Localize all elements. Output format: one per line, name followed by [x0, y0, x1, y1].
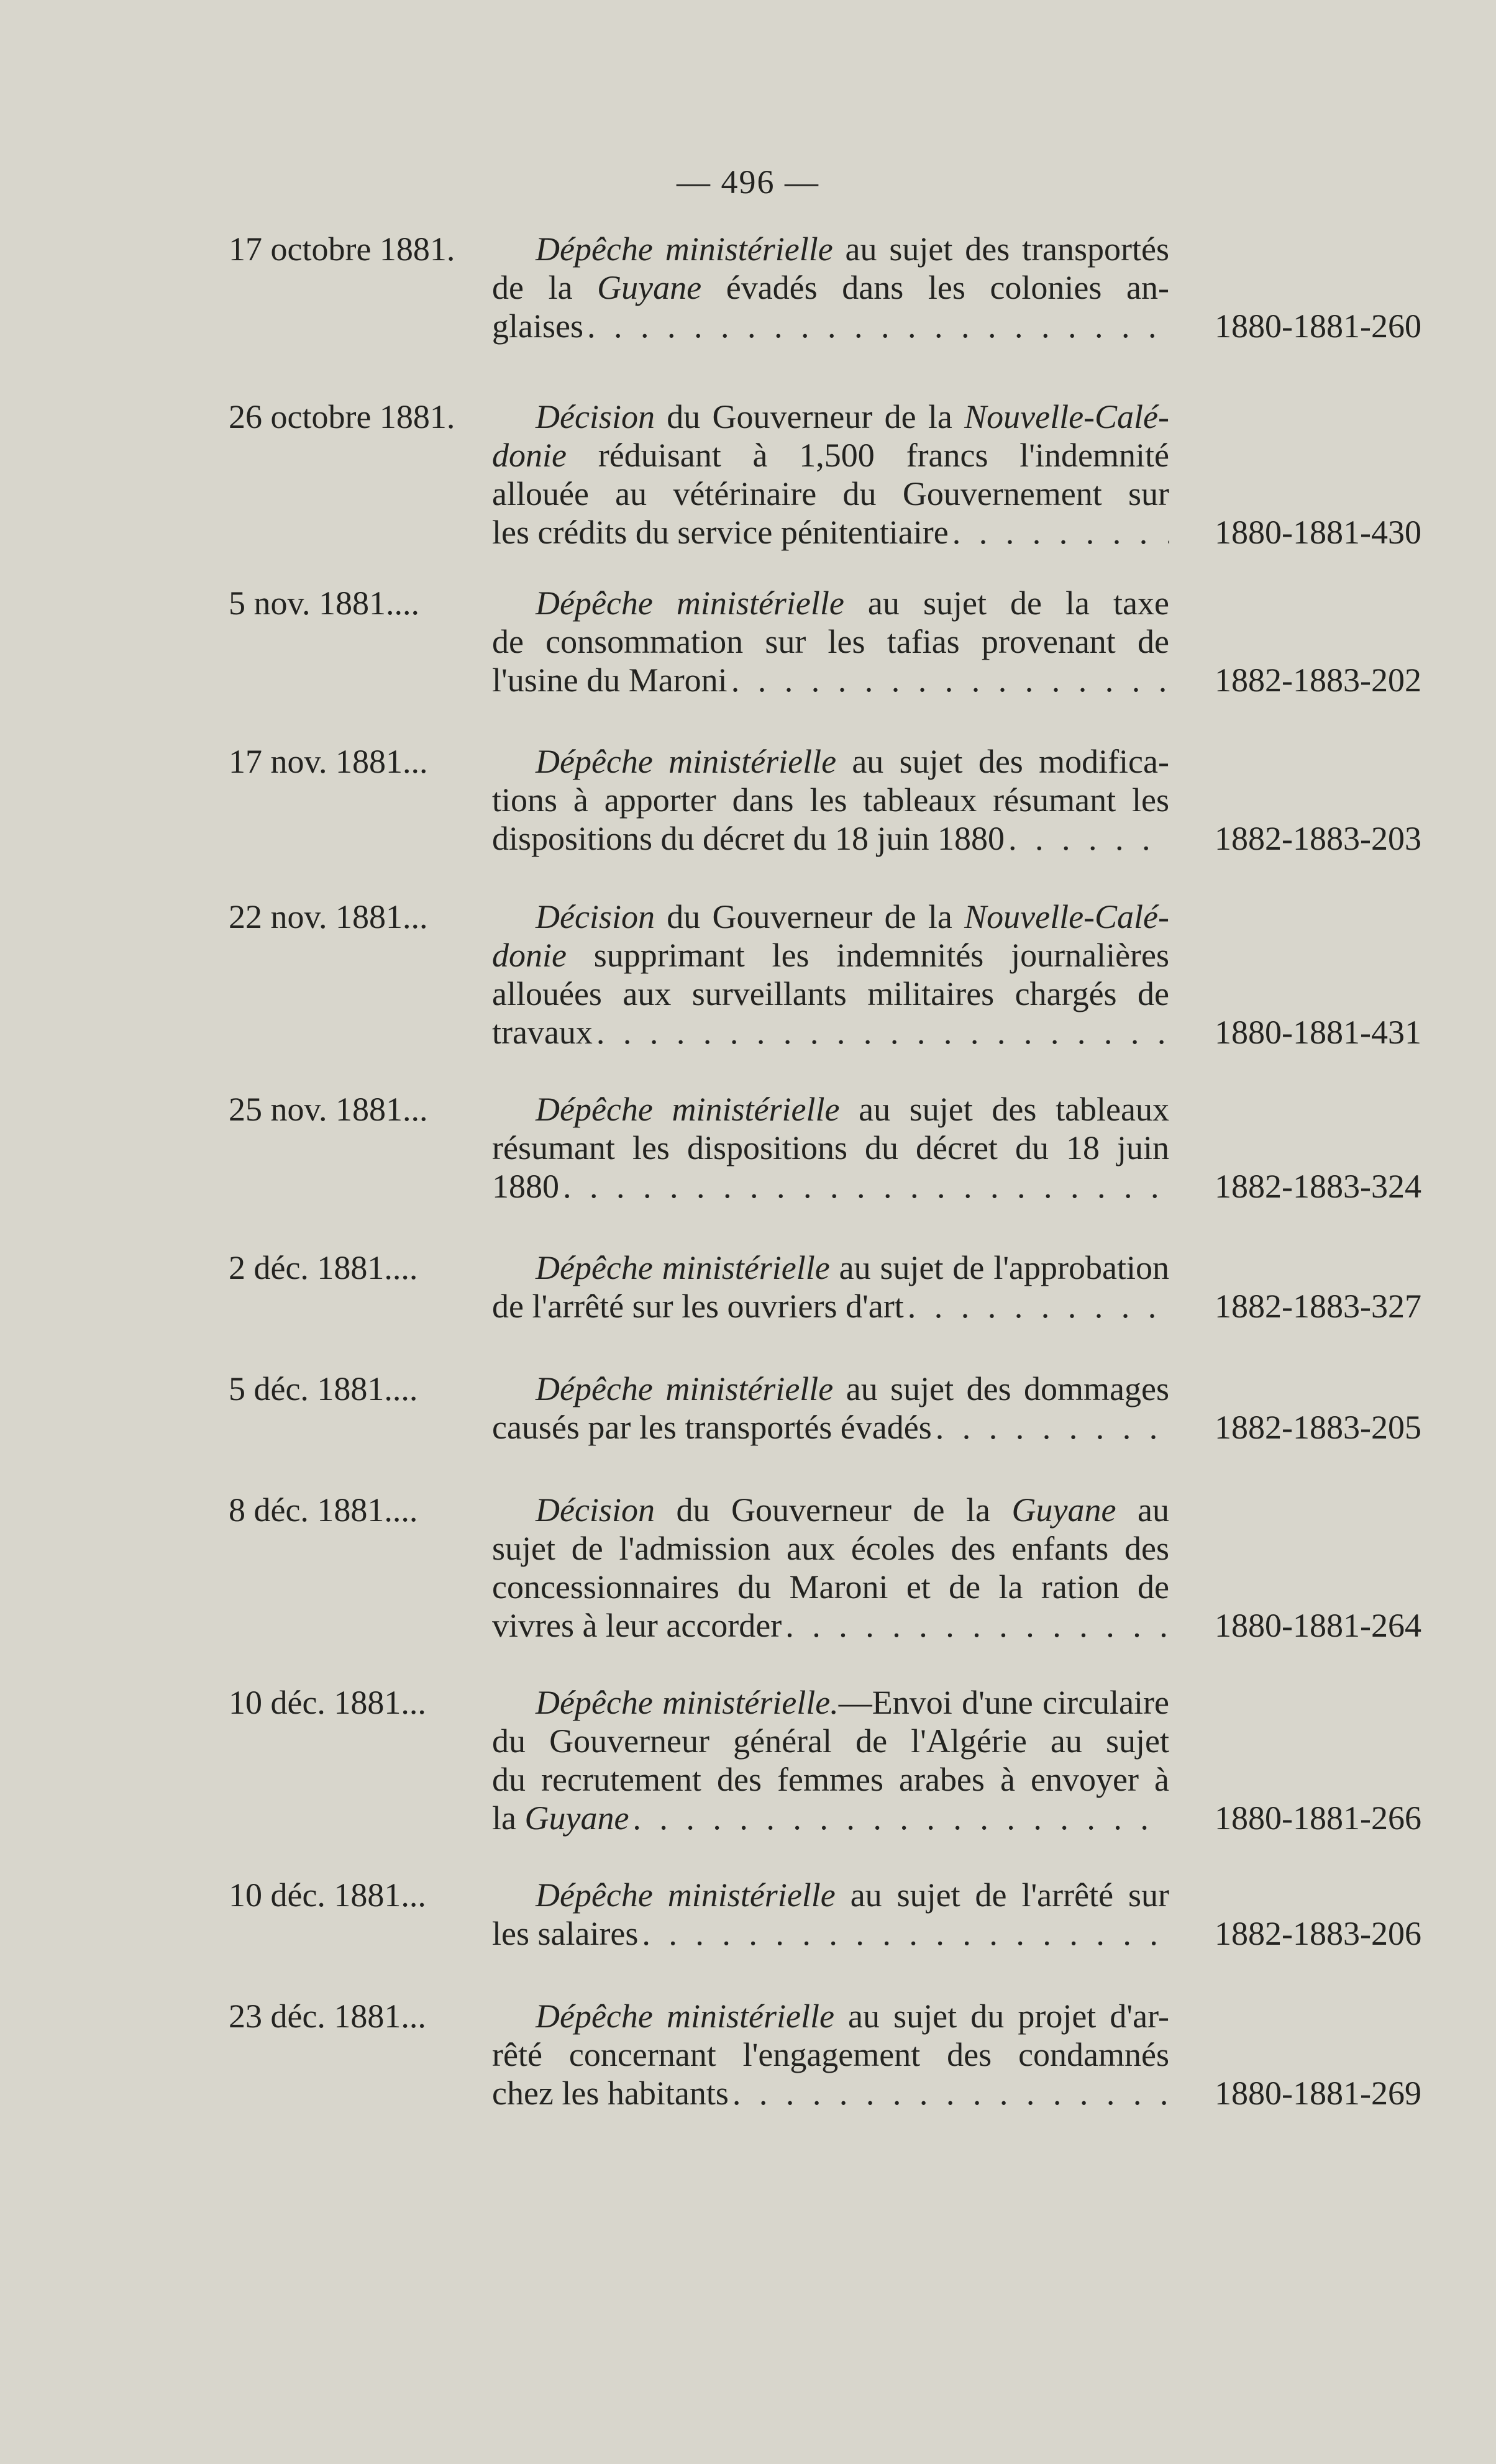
italic-term: Décision	[536, 898, 655, 935]
italic-term: Dépêche ministérielle	[536, 1370, 834, 1407]
text-segment: au sujet des modifica-	[836, 743, 1169, 780]
text-segment: au sujet du projet d'ar-	[834, 1998, 1169, 2035]
entry-reference: 1882-1883-202	[1215, 661, 1421, 699]
text-segment: 1880	[492, 1168, 559, 1205]
italic-term: Dépêche ministérielle.	[536, 1684, 839, 1721]
dot-leader	[1005, 819, 1169, 858]
entry-description	[492, 1876, 1169, 1953]
dot-leader	[949, 513, 1169, 552]
description-line	[492, 1683, 1169, 1722]
entry-description	[492, 742, 1169, 858]
text-segment: rêté concernant l'engagement des condamnés	[492, 2036, 1169, 2073]
italic-term: donie	[492, 437, 567, 474]
description-line	[492, 1129, 1169, 1167]
italic-term: Décision	[536, 398, 655, 435]
text-segment: au sujet de l'arrêté sur	[835, 1876, 1169, 1914]
text-segment: dispositions du décret du 18 juin 1880	[492, 820, 1005, 857]
entry-reference: 1880-1881-269	[1215, 2075, 1421, 2112]
italic-term: Dépêche ministérielle	[536, 743, 837, 780]
italic-term: Guyane	[597, 269, 702, 306]
text-segment: vivres à leur accorder	[492, 1607, 782, 1644]
italic-term: Guyane	[1011, 1491, 1116, 1529]
dot-leader	[583, 307, 1169, 345]
text-segment: de l'arrêté sur les ouvriers d'art	[492, 1288, 904, 1325]
entry-reference: 1880-1881-264	[1215, 1607, 1421, 1644]
entry-date: 25 nov. 1881...	[229, 1091, 428, 1128]
entry-reference: 1882-1883-203	[1215, 820, 1421, 857]
text-segment: les crédits du service pénitentiaire	[492, 514, 949, 551]
description-line	[492, 1760, 1169, 1799]
description-line	[492, 975, 1169, 1013]
entry-reference: 1880-1881-266	[1215, 1799, 1421, 1837]
italic-term: Nouvelle-Calé-	[964, 898, 1169, 935]
description-line	[492, 1722, 1169, 1760]
entry-reference: 1880-1881-431	[1215, 1014, 1421, 1051]
text-segment: travaux	[492, 1014, 593, 1051]
description-line	[492, 622, 1169, 661]
dot-leader	[727, 661, 1169, 699]
description-line	[492, 1287, 1169, 1325]
text-segment: sujet de l'admission aux écoles des enfants des	[492, 1530, 1169, 1567]
description-line	[492, 1370, 1169, 1408]
entry-date: 17 nov. 1881...	[229, 743, 428, 780]
text-segment: —Envoi d'une circulaire	[838, 1684, 1169, 1721]
dot-leader	[729, 2074, 1169, 2112]
text-segment: du Gouverneur général de l'Algérie au sujet	[492, 1722, 1169, 1760]
italic-term: Dépêche ministérielle	[536, 1998, 834, 2035]
description-line	[492, 1408, 1169, 1447]
description-line	[492, 2035, 1169, 2074]
entry-date: 22 nov. 1881...	[229, 898, 428, 935]
text-segment: supprimant les indemnités journalières	[566, 937, 1169, 974]
dot-leader	[932, 1408, 1169, 1447]
entry-reference: 1882-1883-327	[1215, 1288, 1421, 1325]
entry-reference: 1882-1883-206	[1215, 1915, 1421, 1952]
text-segment: causés par les transportés évadés	[492, 1409, 932, 1446]
description-line	[492, 307, 1169, 345]
text-segment: au sujet des tableaux	[839, 1091, 1169, 1128]
description-line	[492, 1090, 1169, 1129]
entry-description	[492, 584, 1169, 699]
entry-date: 10 déc. 1881...	[229, 1684, 426, 1721]
text-segment: du recrutement des femmes arabes à envoyer à	[492, 1761, 1169, 1798]
entry-reference: 1880-1881-260	[1215, 307, 1421, 345]
dot-leader	[629, 1799, 1169, 1837]
description-line	[492, 475, 1169, 513]
italic-term: Dépêche ministérielle	[536, 1249, 830, 1286]
description-line	[492, 268, 1169, 307]
dot-leader	[559, 1167, 1169, 1206]
text-segment: allouées aux surveillants militaires chargés de	[492, 975, 1169, 1012]
description-line	[492, 230, 1169, 268]
description-line	[492, 436, 1169, 475]
description-line	[492, 1013, 1169, 1052]
description-line	[492, 398, 1169, 436]
entry-reference: 1880-1881-430	[1215, 514, 1421, 551]
text-segment: les salaires	[492, 1915, 639, 1952]
entry-description	[492, 898, 1169, 1052]
italic-term: Dépêche ministérielle	[536, 1091, 840, 1128]
description-line	[492, 936, 1169, 975]
description-line	[492, 742, 1169, 781]
dot-leader	[782, 1606, 1169, 1645]
entry-description	[492, 230, 1169, 345]
text-segment: au	[1116, 1491, 1169, 1529]
text-segment: tions à apporter dans les tableaux résumant les	[492, 781, 1169, 819]
dot-leader	[638, 1914, 1169, 1953]
text-segment: au sujet des dommages	[833, 1370, 1169, 1407]
description-line	[492, 898, 1169, 936]
text-segment: allouée au vétérinaire du Gouvernement sur	[492, 475, 1169, 512]
description-line	[492, 513, 1169, 552]
italic-term: Dépêche ministérielle	[536, 584, 844, 622]
description-line	[492, 661, 1169, 699]
text-segment: chez les habitants	[492, 2075, 729, 2112]
text-segment: concessionnaires du Maroni et de la ration de	[492, 1568, 1169, 1606]
italic-term: Décision	[536, 1491, 655, 1529]
entry-description	[492, 1370, 1169, 1447]
entry-date: 5 déc. 1881....	[229, 1370, 418, 1407]
entry-date: 5 nov. 1881....	[229, 584, 419, 622]
text-segment: de la	[492, 269, 598, 306]
text-segment: du Gouverneur de la	[654, 898, 965, 935]
description-line	[492, 1529, 1169, 1568]
entry-description	[492, 1997, 1169, 2112]
entry-description	[492, 398, 1169, 552]
text-segment: au sujet de l'approbation	[829, 1249, 1169, 1286]
italic-term: Nouvelle-Calé-	[964, 398, 1169, 435]
entry-date: 26 octobre 1881.	[229, 398, 455, 435]
entry-description	[492, 1683, 1169, 1837]
entry-reference: 1882-1883-205	[1215, 1409, 1421, 1446]
text-segment: au sujet de la taxe	[844, 584, 1169, 622]
text-segment: l'usine du Maroni	[492, 661, 727, 699]
italic-term: Dépêche ministérielle	[536, 230, 833, 268]
entry-description	[492, 1248, 1169, 1325]
description-line	[492, 1568, 1169, 1606]
description-line	[492, 1606, 1169, 1645]
text-segment: de consommation sur les tafias provenant de	[492, 623, 1169, 660]
description-line	[492, 1997, 1169, 2035]
description-line	[492, 1914, 1169, 1953]
entry-reference: 1882-1883-324	[1215, 1168, 1421, 1205]
page-number: — 496 —	[677, 163, 819, 201]
text-segment: réduisant à 1,500 francs l'indemnité	[566, 437, 1169, 474]
entry-date: 2 déc. 1881....	[229, 1249, 418, 1286]
description-line	[492, 1799, 1169, 1837]
entry-description	[492, 1491, 1169, 1645]
description-line	[492, 1876, 1169, 1914]
text-segment: résumant les dispositions du décret du 18 juin	[492, 1129, 1169, 1166]
description-line	[492, 2074, 1169, 2112]
description-line	[492, 1491, 1169, 1529]
dot-leader	[904, 1287, 1169, 1325]
text-segment: du Gouverneur de la	[654, 1491, 1012, 1529]
dot-leader	[593, 1013, 1169, 1052]
italic-term: Dépêche ministérielle	[536, 1876, 836, 1914]
description-line	[492, 1167, 1169, 1206]
text-segment: glaises	[492, 307, 583, 345]
text-segment: du Gouverneur de la	[654, 398, 965, 435]
entry-description	[492, 1090, 1169, 1206]
description-line	[492, 584, 1169, 622]
description-line	[492, 819, 1169, 858]
description-line	[492, 1248, 1169, 1287]
italic-term: Guyane	[524, 1799, 629, 1837]
entry-date: 23 déc. 1881...	[229, 1998, 426, 2035]
entry-date: 10 déc. 1881...	[229, 1876, 426, 1914]
entry-date: 17 octobre 1881.	[229, 230, 455, 268]
text-segment: évadés dans les colonies an-	[701, 269, 1169, 306]
text-segment: au sujet des transportés	[832, 230, 1169, 268]
entry-date: 8 déc. 1881....	[229, 1491, 418, 1529]
italic-term: donie	[492, 937, 567, 974]
text-segment: la	[492, 1799, 525, 1837]
description-line	[492, 781, 1169, 819]
